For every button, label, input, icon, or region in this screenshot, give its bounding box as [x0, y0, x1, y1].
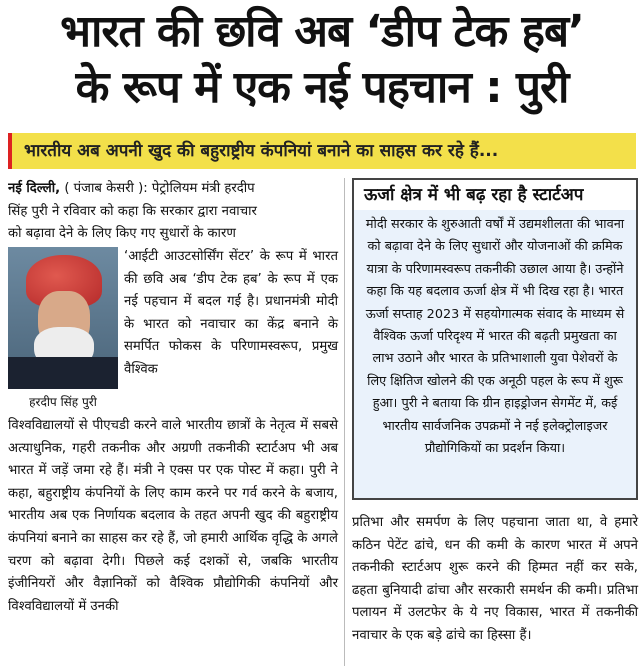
article-continuation: प्रतिभा और समर्पण के लिए पहचाना जाता था, वे हमारे कठिन पेटेंट ढांचे, धन की कमी के कारण भारत में अपने तकनीकी स्टार्टअप शुरू करने की हिम्मत नहीं कर सके, ढहता बुनियादी ढांचा और सरकारी समर्थन की कमी। प्रतिभा पलायन में उलटफेर के ये नए विकास, भारत में तकनीकी नवाचार के एक बड़े ढांचे का हिस्सा हैं। [352, 515, 638, 643]
headline-line-1: भारत की छवि अब ‘डीप टेक हब’ [60, 6, 584, 57]
kicker-banner: भारतीय अब अपनी खुद की बहुराष्ट्रीय कंपनियां बनाने का साहस कर रहे हैं... [8, 133, 636, 169]
source-label: ( पंजाब केसरी ): [64, 181, 148, 196]
sidebar-title: ऊर्जा क्षेत्र में भी बढ़ रहा है स्टार्टअप [354, 180, 636, 210]
headline [0, 4, 644, 116]
intro-line-3: को बढ़ावा देने के लिए किए गए सुधारों के कारण [8, 226, 236, 242]
intro-line-2: सिंह पुरी ने रविवार को कहा कि सरकार द्वारा नवाचार [8, 203, 257, 219]
sidebar-body: मोदी सरकार के शुरुआती वर्षों में उद्यमशीलता की भावना को बढ़ावा देने के लिए सुधारों और योजनाओं की क्रमिक यात्रा के परिणामस्वरूप तकनीकी उछाल आया है। उन्होंने कहा कि यह बदलाव ऊर्जा क्षेत्र में भी दिख रहा है। भारत ऊर्जा सप्ताह 2023 में सहयोगात्मक संवाद के माध्यम से वैश्विक ऊर्जा परिदृश्य में भारत की बढ़ती प्रमुखता का लाभ उठाने और भारत के प्रतिभाशाली युवा पेशेवरों के लिए क्षितिज खोलने की एक अनूठी पहल के रूप में शुरू हुआ। पुरी ने बताया कि ग्रीन हाइड्रोजन सेगमेंट में, कई भारतीय सार्वजनिक उपक्रमों ने नई इलेक्ट्रोलाइजर प्रौद्योगिकियों का प्रदर्शन किया। [365, 217, 625, 457]
headline-line-2: के रूप में एक नई पहचान : पुरी [75, 62, 569, 113]
intro-line-1 [8, 178, 338, 201]
portrait-photo [8, 247, 118, 389]
article-intro [8, 178, 338, 246]
suit-shape [8, 357, 118, 389]
photo-caption: हरदीप सिंह पुरी [29, 395, 97, 409]
author-photo-block [8, 247, 118, 418]
sidebar-box [352, 178, 638, 500]
article-body: विश्वविद्यालयों से पीएचडी करने वाले भारतीय छात्रों के नेतृत्व में सबसे अत्याधुनिक, गहरी तकनीक और अग्रणी तकनीकी स्टार्टअप भी अब भारत में जड़ें जमा रहे हैं। मंत्री ने एक्स पर एक पोस्ट में कहा। पुरी ने कहा, बहुराष्ट्रीय कंपनियों के लिए काम करने पर गर्व करने के बजाय, भारतीय अब एक निर्णायक बदलाव के तहत अपनी खुद की बहुराष्ट्रीय कंपनियां बनाने का साहस कर रहे हैं, जो हमारी आर्थिक वृद्धि के अगले चरण को बढ़ावा देगी। पिछले कई दशकों से, जबकि भारतीय इंजीनियरों और वैज्ञानिकों को वैश्विक प्रौद्योगिकी कंपनियों और विश्वविद्यालयों में उनकी [8, 418, 338, 614]
intro-text: पेट्रोलियम मंत्री हरदीप [147, 181, 255, 196]
article-narrow-column: ‘आईटी आउटसोर्सिंग सेंटर’ के रूप में भारत की छवि अब ‘डीप टेक हब’ के रूप में एक नई पहचान में बदल गई है। प्रधानमंत्री मोदी के भारत को नवाचार का केंद्र बनाने के समर्पित फोकस के परिणामस्वरूप, प्रमुख वैश्विक [124, 249, 338, 377]
dateline: नई दिल्ली, [8, 181, 61, 196]
column-divider [344, 178, 345, 666]
